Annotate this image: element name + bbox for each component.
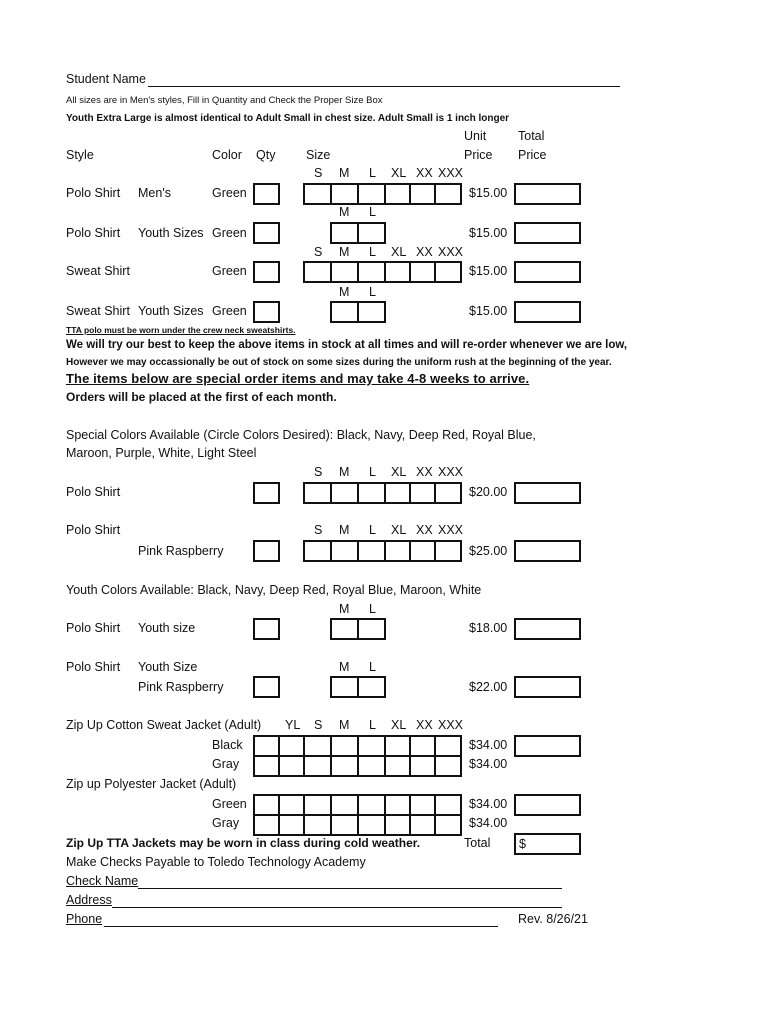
- size-box-xxx[interactable]: [434, 794, 462, 816]
- unit-price: $34.00: [469, 757, 508, 771]
- stock-note-line1: We will try our best to keep the above items in stock at all times and will re-order whenever we are low,: [66, 339, 628, 351]
- size-label-yl: YL: [285, 718, 301, 732]
- size-label-m: M: [339, 166, 350, 180]
- size-box-s[interactable]: [303, 794, 332, 816]
- cotton-jacket-label: Zip Up Cotton Sweat Jacket (Adult): [66, 718, 262, 732]
- size-label-s: S: [314, 523, 323, 537]
- item-sub: Men's: [138, 186, 171, 200]
- size-box-xx[interactable]: [409, 261, 436, 283]
- size-box-s[interactable]: [303, 482, 332, 504]
- size-box-xl[interactable]: [384, 261, 411, 283]
- total-price-box[interactable]: [514, 618, 581, 640]
- unit-price-header: Price: [464, 148, 493, 162]
- total-price-box[interactable]: [514, 261, 581, 283]
- size-box-m[interactable]: [330, 735, 359, 757]
- total-price-box[interactable]: [514, 794, 581, 816]
- student-name-label: Student Name: [66, 72, 146, 86]
- total-price-box[interactable]: [514, 676, 581, 698]
- size-label-l: L: [369, 660, 376, 674]
- size-box-s[interactable]: [303, 814, 332, 836]
- size-label-xxx: XXX: [438, 523, 464, 537]
- stock-note-line2: However we may occassionally be out of stock on some sizes during the uniform rush at the beginning of the year.: [66, 357, 612, 368]
- unit-price: $34.00: [469, 797, 508, 811]
- size-label-l: L: [369, 523, 376, 537]
- size-label-m: M: [339, 285, 350, 299]
- size-box-s[interactable]: [303, 261, 332, 283]
- size-box-yl[interactable]: [278, 735, 305, 757]
- size-label-xx: XX: [416, 523, 433, 537]
- unit-price: $15.00: [469, 304, 508, 318]
- size-box-m[interactable]: [330, 183, 359, 205]
- size-box-l[interactable]: [357, 618, 386, 640]
- size-label-l: L: [369, 718, 376, 732]
- size-box-xx[interactable]: [409, 540, 436, 562]
- poly-jacket-label: Zip up Polyester Jacket (Adult): [66, 777, 237, 791]
- item-style: Polo Shirt: [66, 485, 121, 499]
- size-box-l[interactable]: [357, 814, 386, 836]
- item-color: Green: [212, 797, 247, 811]
- size-box-xxx[interactable]: [434, 482, 462, 504]
- address-field[interactable]: [112, 907, 562, 908]
- size-box-xx[interactable]: [409, 794, 436, 816]
- size-box-m[interactable]: [330, 814, 359, 836]
- qty-box[interactable]: [253, 676, 280, 698]
- item-sub: Youth Sizes: [138, 226, 204, 240]
- total-header: Total: [518, 129, 545, 143]
- size-box-l[interactable]: [357, 261, 386, 283]
- student-name-field[interactable]: [148, 86, 620, 87]
- check-name-field[interactable]: [138, 888, 562, 889]
- size-label-xx: XX: [416, 166, 433, 180]
- size-box-m[interactable]: [330, 261, 359, 283]
- size-box-l[interactable]: [357, 222, 386, 244]
- sizes-note: All sizes are in Men's styles, Fill in Quantity and Check the Proper Size Box: [66, 95, 383, 106]
- size-box-s[interactable]: [303, 183, 332, 205]
- size-box-m[interactable]: [330, 755, 359, 777]
- unit-price: $34.00: [469, 738, 508, 752]
- total-price-box[interactable]: [514, 183, 581, 205]
- item-style: Polo Shirt: [66, 186, 121, 200]
- total-price-box[interactable]: [514, 222, 581, 244]
- item-color: Gray: [212, 816, 240, 830]
- qty-box[interactable]: [253, 482, 280, 504]
- grand-total-box[interactable]: [514, 833, 581, 855]
- item-style: Polo Shirt: [66, 226, 121, 240]
- size-box-xxx[interactable]: [434, 183, 462, 205]
- checks-payable-note: Make Checks Payable to Toledo Technology Academy: [66, 855, 366, 869]
- size-label-xxx: XXX: [438, 718, 464, 732]
- size-box-l[interactable]: [357, 735, 386, 757]
- item-color: Green: [212, 264, 247, 278]
- size-label-l: L: [369, 245, 376, 259]
- unit-header: Unit: [464, 129, 487, 143]
- size-box-m[interactable]: [330, 222, 359, 244]
- size-box-l[interactable]: [357, 676, 386, 698]
- size-box-s[interactable]: [303, 735, 332, 757]
- jacket-weather-note: Zip Up TTA Jackets may be worn in class during cold weather.: [66, 836, 421, 850]
- size-box-l[interactable]: [357, 540, 386, 562]
- size-box-xl[interactable]: [384, 482, 411, 504]
- size-box-m[interactable]: [330, 301, 359, 323]
- size-box-yl[interactable]: [278, 814, 305, 836]
- size-label-xx: XX: [416, 245, 433, 259]
- qty-box[interactable]: [253, 814, 280, 836]
- special-order-heading: The items below are special order items and may take 4-8 weeks to arrive.: [66, 371, 530, 386]
- item-style: Polo Shirt: [66, 660, 121, 674]
- size-box-l[interactable]: [357, 301, 386, 323]
- youth-colors-line: Youth Colors Available: Black, Navy, Deep Red, Royal Blue, Maroon, White: [66, 583, 482, 597]
- special-colors-line1: Special Colors Available (Circle Colors Desired): Black, Navy, Deep Red, Royal Blue,: [66, 428, 536, 442]
- size-box-l[interactable]: [357, 482, 386, 504]
- size-box-l[interactable]: [357, 183, 386, 205]
- qty-box[interactable]: [253, 183, 280, 205]
- size-label-m: M: [339, 465, 350, 479]
- size-box-m[interactable]: [330, 676, 359, 698]
- item-color: Green: [212, 304, 247, 318]
- size-label-l: L: [369, 465, 376, 479]
- size-box-m[interactable]: [330, 540, 359, 562]
- size-label-l: L: [369, 285, 376, 299]
- total-price-header: Price: [518, 148, 547, 162]
- size-label-l: L: [369, 205, 376, 219]
- size-label-s: S: [314, 166, 323, 180]
- size-box-xx[interactable]: [409, 183, 436, 205]
- size-box-m[interactable]: [330, 482, 359, 504]
- size-box-xl[interactable]: [384, 540, 411, 562]
- item-style: Polo Shirt: [66, 523, 121, 537]
- size-box-l[interactable]: [357, 794, 386, 816]
- item-sub: Youth size: [138, 621, 196, 635]
- size-box-xxx[interactable]: [434, 735, 462, 757]
- size-label-xl: XL: [391, 166, 407, 180]
- size-box-s[interactable]: [303, 755, 332, 777]
- size-box-xxx[interactable]: [434, 755, 462, 777]
- size-label-xl: XL: [391, 523, 407, 537]
- size-box-xx[interactable]: [409, 814, 436, 836]
- unit-price: $20.00: [469, 485, 508, 499]
- item-style: Polo Shirt: [66, 621, 121, 635]
- qty-box[interactable]: [253, 540, 280, 562]
- size-box-xl[interactable]: [384, 183, 411, 205]
- size-label-xl: XL: [391, 245, 407, 259]
- size-box-xl[interactable]: [384, 735, 411, 757]
- qty-box[interactable]: [253, 222, 280, 244]
- qty-header: Qty: [256, 148, 276, 162]
- grand-total-value: $: [519, 837, 526, 851]
- unit-price: $15.00: [469, 226, 508, 240]
- item-color: Green: [212, 186, 247, 200]
- size-label-l: L: [369, 602, 376, 616]
- orders-placed-note: Orders will be placed at the first of each month.: [66, 390, 337, 404]
- size-label-m: M: [339, 602, 350, 616]
- item-sub: Youth Sizes: [138, 304, 204, 318]
- check-name-label: Check Name: [66, 874, 139, 888]
- qty-box[interactable]: [253, 794, 280, 816]
- size-label-l: L: [369, 166, 376, 180]
- qty-box[interactable]: [253, 261, 280, 283]
- size-box-xl[interactable]: [384, 794, 411, 816]
- size-label-xx: XX: [416, 465, 433, 479]
- unit-price: $34.00: [469, 816, 508, 830]
- total-price-box[interactable]: [514, 301, 581, 323]
- size-box-m[interactable]: [330, 794, 359, 816]
- size-box-m[interactable]: [330, 618, 359, 640]
- item-color: Pink Raspberry: [138, 680, 224, 694]
- qty-box[interactable]: [253, 618, 280, 640]
- size-box-xx[interactable]: [409, 735, 436, 757]
- item-sub: Youth Size: [138, 660, 198, 674]
- size-box-xl[interactable]: [384, 755, 411, 777]
- size-box-s[interactable]: [303, 540, 332, 562]
- item-color: Black: [212, 738, 243, 752]
- unit-price: $22.00: [469, 680, 508, 694]
- size-label-xl: XL: [391, 465, 407, 479]
- unit-price: $18.00: [469, 621, 508, 635]
- size-label-s: S: [314, 245, 323, 259]
- size-box-xx[interactable]: [409, 755, 436, 777]
- size-label-xx: XX: [416, 718, 433, 732]
- size-label-m: M: [339, 718, 350, 732]
- item-color: Gray: [212, 757, 240, 771]
- size-box-xl[interactable]: [384, 814, 411, 836]
- size-label-m: M: [339, 523, 350, 537]
- size-box-xxx[interactable]: [434, 261, 462, 283]
- special-colors-line2: Maroon, Purple, White, Light Steel: [66, 446, 257, 460]
- total-price-box[interactable]: [514, 540, 581, 562]
- total-label: Total: [464, 836, 491, 850]
- item-color: Pink Raspberry: [138, 544, 224, 558]
- size-label-xxx: XXX: [438, 465, 464, 479]
- style-header: Style: [66, 148, 94, 162]
- phone-label: Phone: [66, 912, 103, 926]
- item-style: Sweat Shirt: [66, 304, 130, 318]
- size-label-xl: XL: [391, 718, 407, 732]
- size-box-yl[interactable]: [278, 794, 305, 816]
- size-header: Size: [306, 148, 331, 162]
- size-box-yl[interactable]: [278, 755, 305, 777]
- revision-label: Rev. 8/26/21: [518, 912, 588, 926]
- size-label-xxx: XXX: [438, 166, 464, 180]
- size-label-s: S: [314, 718, 323, 732]
- total-price-box[interactable]: [514, 482, 581, 504]
- size-box-xxx[interactable]: [434, 540, 462, 562]
- youth-note: Youth Extra Large is almost identical to Adult Small in chest size. Adult Small is 1 inch longer: [66, 113, 510, 124]
- unit-price: $25.00: [469, 544, 508, 558]
- size-label-m: M: [339, 660, 350, 674]
- size-label-xxx: XXX: [438, 245, 464, 259]
- tta-polo-note: TTA polo must be worn under the crew neck sweatshirts.: [66, 325, 296, 335]
- size-box-xxx[interactable]: [434, 814, 462, 836]
- size-box-l[interactable]: [357, 755, 386, 777]
- size-box-xx[interactable]: [409, 482, 436, 504]
- unit-price: $15.00: [469, 264, 508, 278]
- phone-field[interactable]: [104, 926, 498, 927]
- color-header: Color: [212, 148, 242, 162]
- address-label: Address: [66, 893, 112, 907]
- item-style: Sweat Shirt: [66, 264, 130, 278]
- size-label-m: M: [339, 205, 350, 219]
- size-label-m: M: [339, 245, 350, 259]
- qty-box[interactable]: [253, 735, 280, 757]
- qty-box[interactable]: [253, 301, 280, 323]
- item-color: Green: [212, 226, 247, 240]
- size-label-s: S: [314, 465, 323, 479]
- total-price-box[interactable]: [514, 735, 581, 757]
- unit-price: $15.00: [469, 186, 508, 200]
- qty-box[interactable]: [253, 755, 280, 777]
